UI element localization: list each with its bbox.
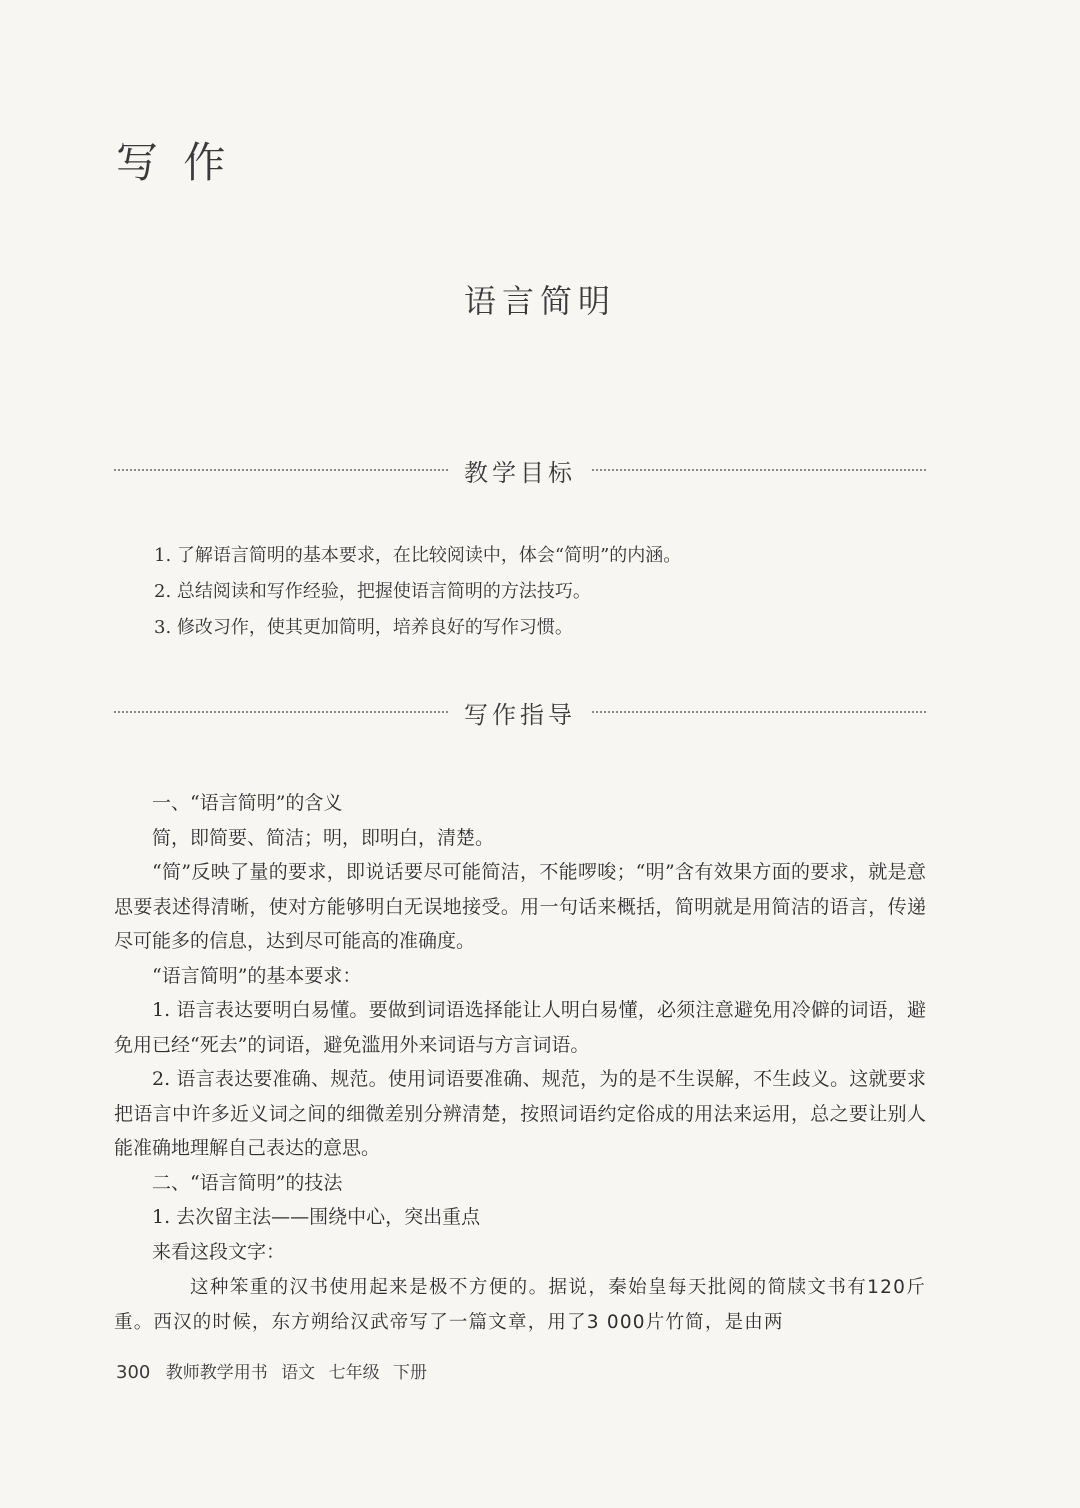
goals-list [154,538,914,646]
paragraph: 1. 去次留主法——围绕中心，突出重点 [152,1206,481,1228]
goal-item: 3. 修改习作，使其更加简明，培养良好的写作习惯。 [154,617,573,638]
goal-item: 2. 总结阅读和写作经验，把握使语言简明的方法技巧。 [154,581,591,602]
footer-grade: 七年级 [328,1363,380,1383]
paragraph: 来看这段文字： [152,1240,286,1263]
goals-section-header [114,450,926,490]
goals-heading: 教学目标 [464,458,576,487]
page-footer [116,1358,435,1383]
lesson-title: 语言简明 [463,282,616,320]
footer-book: 教师教学用书 [165,1363,268,1383]
paragraph: “语言简明”的基本要求： [152,964,362,987]
chapter-title: 写 作 [116,138,232,187]
subheading-techniques: 二、“语言简明”的技法 [152,1171,343,1194]
guidance-section-header [114,692,926,732]
goal-item: 1. 了解语言简明的基本要求，在比较阅读中，体会“简明”的内涵。 [154,545,682,566]
paragraph: 2. 语言表达要准确、规范。使用词语要准确、规范，为的是不生误解，不生歧义。这就要求把语言中许多近义词之间的细微差别分辨清楚，按照词语约定俗成的用法来运用，总之要让别人能准确地理解自己表达的意思。 [114,1068,926,1159]
guidance-body [114,786,926,1340]
footer-subject: 语文 [281,1363,316,1383]
dotted-divider [114,711,448,713]
page-number: 300 [116,1362,151,1383]
paragraph: 简，即简要、简洁；明，即明白，清楚。 [152,826,495,849]
dotted-divider [592,469,926,471]
paragraph: 1. 语言表达要明白易懂。要做到词语选择能让人明白易懂，必须注意避免用冷僻的词语，避免用已经“死去”的词语，避免滥用外来词语与方言词语。 [114,999,926,1056]
dotted-divider [114,469,448,471]
guidance-heading: 写作指导 [464,700,576,729]
paragraph: “简”反映了量的要求，即说话要尽可能简洁，不能啰唆；“明”含有效果方面的要求，就是意思要表述得清晰，使对方能够明白无误地接受。用一句话来概括，简明就是用简洁的语言，传递尽可能多的信息，达到尽可能高的准确度。 [114,861,926,952]
subheading-meaning: 一、“语言简明”的含义 [152,792,343,814]
footer-volume: 下册 [392,1363,427,1383]
dotted-divider [592,711,926,713]
quoted-example: 这种笨重的汉书使用起来是极不方便的。据说，秦始皇每天批阅的简牍文书有120斤重。西汉的时候，东方朔给汉武帝写了一篇文章，用了3 000片竹简，是由两 [114,1277,926,1333]
